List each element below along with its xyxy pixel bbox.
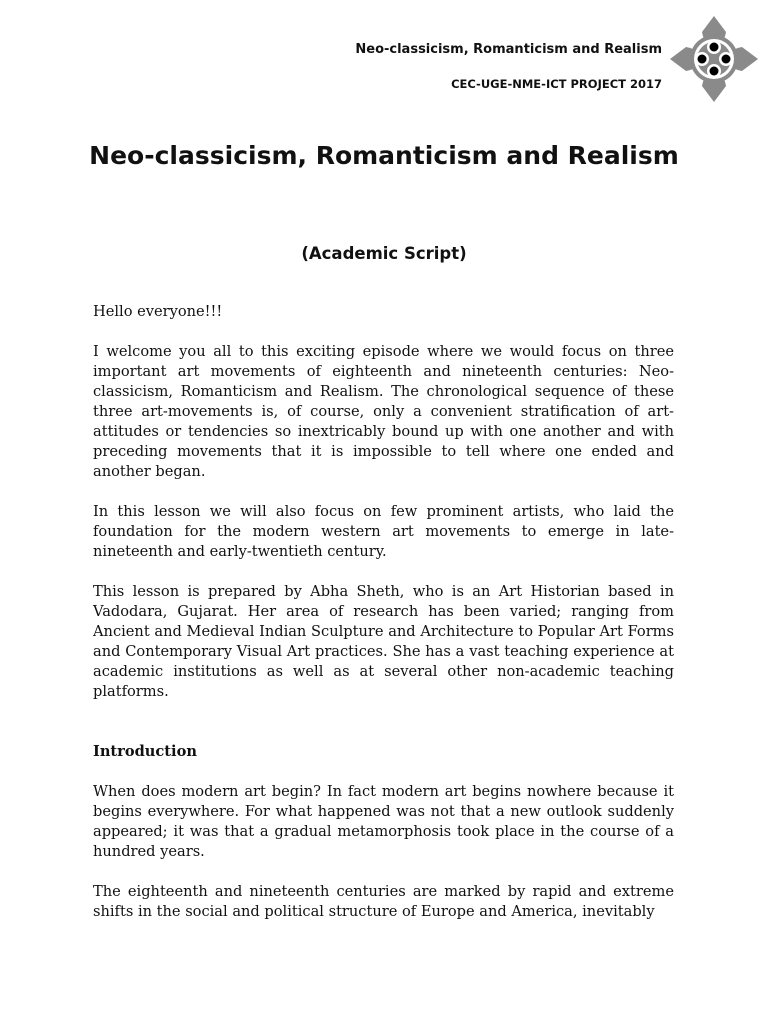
- body-paragraph: This lesson is prepared by Abha Sheth, who is an Art Historian based in Vadodara, Gujarat. Her area of research has been varied; ranging from Ancient and Medieval Indian Sculpture and Architecture to Popular Art Forms and Contemporary Visual Art practices. She has a vast teaching experience at academic institutions as well as at several other non-academic teaching platforms.: [93, 583, 674, 700]
- body-paragraph: The eighteenth and nineteenth centuries are marked by rapid and extreme shifts in the social and political structure of Europe and America, inevitably: [93, 883, 674, 920]
- document-subtitle: (Academic Script): [301, 244, 467, 263]
- document-title: Neo-classicism, Romanticism and Realism: [89, 141, 679, 170]
- body-paragraph: In this lesson we will also focus on few prominent artists, who laid the foundation for the modern western art movements to emerge in late-nineteenth and early-twentieth century.: [93, 503, 674, 560]
- body-paragraph: I welcome you all to this exciting episode where we would focus on three important art movements of eighteenth and nineteenth centuries: Neo-classicism, Romanticism and Realism. The chronological sequence of these three art-movements is, of course, only a convenient stratification of art-attitudes or tendencies so inextricably bound up with one another and with preceding movements that it is impossible to tell where one ended and another began.: [93, 343, 674, 480]
- project-logo-icon: [668, 14, 760, 104]
- running-header-project: CEC-UGE-NME-ICT PROJECT 2017: [451, 77, 662, 91]
- document-body: [93, 302, 674, 942]
- body-paragraph: When does modern art begin? In fact modern art begins nowhere because it begins everywhere. For what happened was not that a new outlook suddenly appeared; it was that a gradual metamorphosis took place in the course of a hundred years.: [93, 783, 674, 860]
- greeting-paragraph: Hello everyone!!!: [93, 303, 223, 320]
- running-header-title: Neo-classicism, Romanticism and Realism: [355, 42, 662, 57]
- section-heading-introduction: Introduction: [93, 743, 197, 760]
